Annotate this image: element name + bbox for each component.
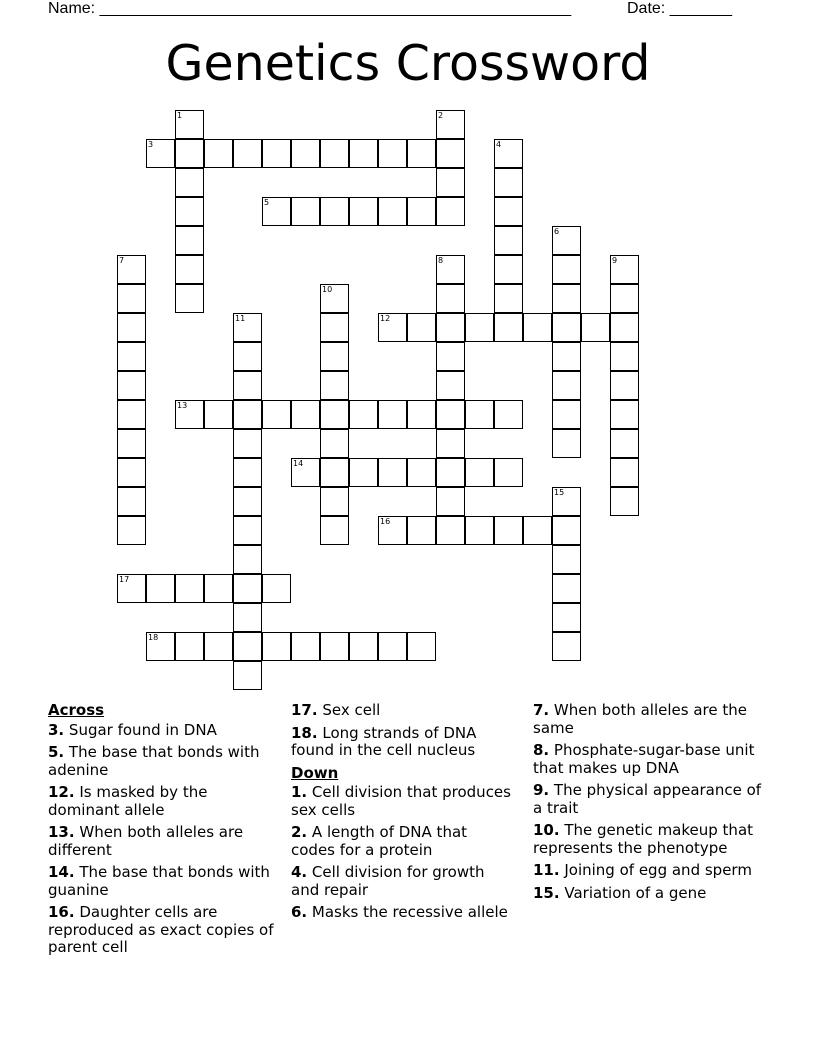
grid-cell[interactable] — [494, 197, 523, 226]
grid-cell[interactable] — [552, 255, 581, 284]
grid-cell[interactable] — [233, 400, 262, 429]
cell-number: 13 — [177, 401, 188, 410]
grid-cell[interactable] — [378, 313, 407, 342]
grid-cell[interactable] — [175, 197, 204, 226]
grid-cell[interactable] — [436, 516, 465, 545]
grid-cell[interactable] — [436, 342, 465, 371]
grid-cell[interactable] — [610, 371, 639, 400]
grid-cell[interactable] — [262, 197, 291, 226]
cell-number: 10 — [322, 285, 333, 294]
cell-number: 14 — [293, 459, 304, 468]
grid-cell[interactable] — [407, 313, 436, 342]
grid-cell[interactable] — [610, 255, 639, 284]
grid-cell[interactable] — [610, 458, 639, 487]
clue-column-1 — [48, 702, 283, 962]
grid-cell[interactable] — [204, 632, 233, 661]
grid-cell[interactable] — [233, 632, 262, 661]
grid-cell[interactable] — [465, 458, 494, 487]
grid-cell[interactable] — [233, 139, 262, 168]
grid-cell[interactable] — [494, 284, 523, 313]
grid-cell[interactable] — [523, 516, 552, 545]
grid-cell[interactable] — [436, 400, 465, 429]
grid-cell[interactable] — [349, 139, 378, 168]
grid-cell[interactable] — [146, 632, 175, 661]
grid-cell[interactable] — [610, 284, 639, 313]
grid-cell[interactable] — [262, 574, 291, 603]
grid-cell[interactable] — [436, 458, 465, 487]
clue-down-8: 8. Phosphate-sugar-base unit that makes up DNA — [533, 741, 755, 777]
grid-cell[interactable] — [349, 632, 378, 661]
grid-cell[interactable] — [117, 458, 146, 487]
clue-column-3 — [533, 702, 763, 907]
grid-cell[interactable] — [175, 226, 204, 255]
grid-cell[interactable] — [117, 342, 146, 371]
grid-cell[interactable] — [262, 139, 291, 168]
cell-number: 18 — [148, 633, 159, 642]
grid-cell[interactable] — [378, 632, 407, 661]
clue-across-17: 17. Sex cell — [291, 701, 381, 719]
clue-down-9: 9. The physical appearance of a trait — [533, 781, 762, 817]
clue-down-11: 11. Joining of egg and sperm — [533, 861, 752, 879]
clue-down-10: 10. The genetic makeup that represents the phenotype — [533, 821, 754, 857]
grid-cell[interactable] — [436, 139, 465, 168]
grid-cell[interactable] — [233, 574, 262, 603]
grid-cell[interactable] — [552, 313, 581, 342]
grid-cell[interactable] — [146, 139, 175, 168]
grid-cell[interactable] — [175, 574, 204, 603]
clue-across-16: 16. Daughter cells are reproduced as exact copies of parent cell — [48, 903, 274, 956]
grid-cell[interactable] — [494, 255, 523, 284]
grid-cell[interactable] — [233, 603, 262, 632]
grid-cell[interactable] — [436, 255, 465, 284]
grid-cell[interactable] — [175, 168, 204, 197]
cell-number: 4 — [496, 140, 502, 149]
grid-cell[interactable] — [262, 632, 291, 661]
grid-cell[interactable] — [233, 458, 262, 487]
grid-cell[interactable] — [552, 226, 581, 255]
grid-cell[interactable] — [349, 458, 378, 487]
grid-cell[interactable] — [320, 284, 349, 313]
grid-cell[interactable] — [175, 110, 204, 139]
grid-cell[interactable] — [523, 313, 552, 342]
grid-cell[interactable] — [175, 255, 204, 284]
grid-cell[interactable] — [233, 342, 262, 371]
grid-cell[interactable] — [610, 342, 639, 371]
grid-cell[interactable] — [407, 400, 436, 429]
grid-cell[interactable] — [117, 487, 146, 516]
grid-cell[interactable] — [552, 487, 581, 516]
grid-cell[interactable] — [610, 429, 639, 458]
grid-cell[interactable] — [233, 371, 262, 400]
grid-cell[interactable] — [146, 574, 175, 603]
grid-cell[interactable] — [117, 429, 146, 458]
grid-cell[interactable] — [291, 139, 320, 168]
grid-cell[interactable] — [320, 400, 349, 429]
grid-cell[interactable] — [117, 516, 146, 545]
grid-cell[interactable] — [465, 400, 494, 429]
clue-column-2 — [291, 702, 513, 927]
grid-cell[interactable] — [320, 139, 349, 168]
grid-cell[interactable] — [233, 516, 262, 545]
grid-cell[interactable] — [610, 313, 639, 342]
cell-number: 1 — [177, 111, 183, 120]
grid-cell[interactable] — [552, 603, 581, 632]
grid-cell[interactable] — [494, 168, 523, 197]
grid-cell[interactable] — [552, 400, 581, 429]
grid-cell[interactable] — [233, 661, 262, 690]
grid-cell[interactable] — [552, 284, 581, 313]
page-title: Genetics Crossword — [165, 35, 651, 92]
grid-cell[interactable] — [175, 139, 204, 168]
grid-cell[interactable] — [436, 168, 465, 197]
grid-cell[interactable] — [552, 545, 581, 574]
grid-cell[interactable] — [262, 400, 291, 429]
grid-cell[interactable] — [117, 284, 146, 313]
clue-down-7: 7. When both alleles are the same — [533, 701, 747, 737]
grid-cell[interactable] — [494, 139, 523, 168]
grid-cell[interactable] — [552, 371, 581, 400]
grid-cell[interactable] — [436, 110, 465, 139]
cell-number: 11 — [235, 314, 246, 323]
cell-number: 6 — [554, 227, 560, 236]
cell-number: 3 — [148, 140, 154, 149]
down-heading: Down — [291, 763, 339, 782]
grid-cell[interactable] — [320, 342, 349, 371]
grid-cell[interactable] — [552, 342, 581, 371]
clue-down-4: 4. Cell division for growth and repair — [291, 863, 485, 899]
date-field-label: Date: _______ — [627, 0, 732, 17]
clue-across-18: 18. Long strands of DNA found in the cell nucleus — [291, 723, 477, 759]
clue-across-12: 12. Is masked by the dominant allele — [48, 783, 208, 819]
grid-cell[interactable] — [378, 139, 407, 168]
grid-cell[interactable] — [552, 574, 581, 603]
grid-cell[interactable] — [494, 400, 523, 429]
grid-cell[interactable] — [407, 458, 436, 487]
grid-cell[interactable] — [320, 516, 349, 545]
cell-number: 7 — [119, 256, 125, 265]
grid-cell[interactable] — [407, 197, 436, 226]
clue-across-14: 14. The base that bonds with guanine — [48, 863, 270, 899]
grid-cell[interactable] — [407, 139, 436, 168]
grid-cell[interactable] — [233, 545, 262, 574]
grid-cell[interactable] — [117, 371, 146, 400]
grid-cell[interactable] — [233, 313, 262, 342]
grid-cell[interactable] — [204, 400, 233, 429]
grid-cell[interactable] — [465, 313, 494, 342]
grid-cell[interactable] — [378, 400, 407, 429]
cell-number: 5 — [264, 198, 270, 207]
grid-cell[interactable] — [291, 632, 320, 661]
cell-number: 17 — [119, 575, 130, 584]
clue-down-15: 15. Variation of a gene — [533, 883, 707, 902]
grid-cell[interactable] — [291, 197, 320, 226]
grid-cell[interactable] — [349, 400, 378, 429]
grid-cell[interactable] — [494, 313, 523, 342]
grid-cell[interactable] — [407, 516, 436, 545]
grid-cell[interactable] — [581, 313, 610, 342]
grid-cell[interactable] — [175, 284, 204, 313]
grid-cell[interactable] — [378, 458, 407, 487]
grid-cell[interactable] — [465, 516, 494, 545]
grid-cell[interactable] — [291, 400, 320, 429]
grid-cell[interactable] — [610, 487, 639, 516]
clue-across-13: 13. When both alleles are different — [48, 823, 244, 859]
grid-cell[interactable] — [320, 371, 349, 400]
grid-cell[interactable] — [552, 632, 581, 661]
clue-down-2: 2. A length of DNA that codes for a protein — [291, 823, 468, 859]
cell-number: 2 — [438, 111, 444, 120]
grid-cell[interactable] — [117, 313, 146, 342]
across-heading: Across — [48, 701, 105, 719]
grid-cell[interactable] — [436, 487, 465, 516]
cell-number: 16 — [380, 517, 391, 526]
grid-cell[interactable] — [494, 516, 523, 545]
grid-cell[interactable] — [494, 458, 523, 487]
cell-number: 9 — [612, 256, 618, 265]
clue-down-1: 1. Cell division that produces sex cells — [291, 783, 511, 819]
grid-cell[interactable] — [436, 429, 465, 458]
grid-cell[interactable] — [378, 197, 407, 226]
grid-cell[interactable] — [320, 429, 349, 458]
grid-cell[interactable] — [610, 400, 639, 429]
grid-cell[interactable] — [117, 574, 146, 603]
grid-cell[interactable] — [233, 487, 262, 516]
grid-cell[interactable] — [320, 487, 349, 516]
grid-cell[interactable] — [320, 197, 349, 226]
grid-cell[interactable] — [320, 313, 349, 342]
grid-cell[interactable] — [436, 371, 465, 400]
grid-cell[interactable] — [320, 632, 349, 661]
grid-cell[interactable] — [204, 574, 233, 603]
cell-number: 12 — [380, 314, 391, 323]
name-field-label: Name: _____________________________________________________ — [48, 0, 572, 17]
grid-cell[interactable] — [552, 429, 581, 458]
grid-cell[interactable] — [494, 226, 523, 255]
grid-cell[interactable] — [552, 516, 581, 545]
grid-cell[interactable] — [349, 197, 378, 226]
clue-across-3: 3. Sugar found in DNA — [48, 720, 217, 739]
clue-across-5: 5. The base that bonds with adenine — [48, 743, 260, 779]
grid-cell[interactable] — [436, 313, 465, 342]
grid-cell[interactable] — [378, 516, 407, 545]
grid-cell[interactable] — [407, 632, 436, 661]
grid-cell[interactable] — [117, 400, 146, 429]
cell-number: 8 — [438, 256, 444, 265]
grid-cell[interactable] — [233, 429, 262, 458]
cell-number: 15 — [554, 488, 565, 497]
clue-down-6: 6. Masks the recessive allele — [291, 903, 508, 921]
grid-cell[interactable] — [117, 255, 146, 284]
grid-cell[interactable] — [436, 284, 465, 313]
grid-cell[interactable] — [291, 458, 320, 487]
grid-cell[interactable] — [175, 400, 204, 429]
grid-cell[interactable] — [436, 197, 465, 226]
grid-cell[interactable] — [320, 458, 349, 487]
grid-cell[interactable] — [175, 632, 204, 661]
grid-cell[interactable] — [204, 139, 233, 168]
